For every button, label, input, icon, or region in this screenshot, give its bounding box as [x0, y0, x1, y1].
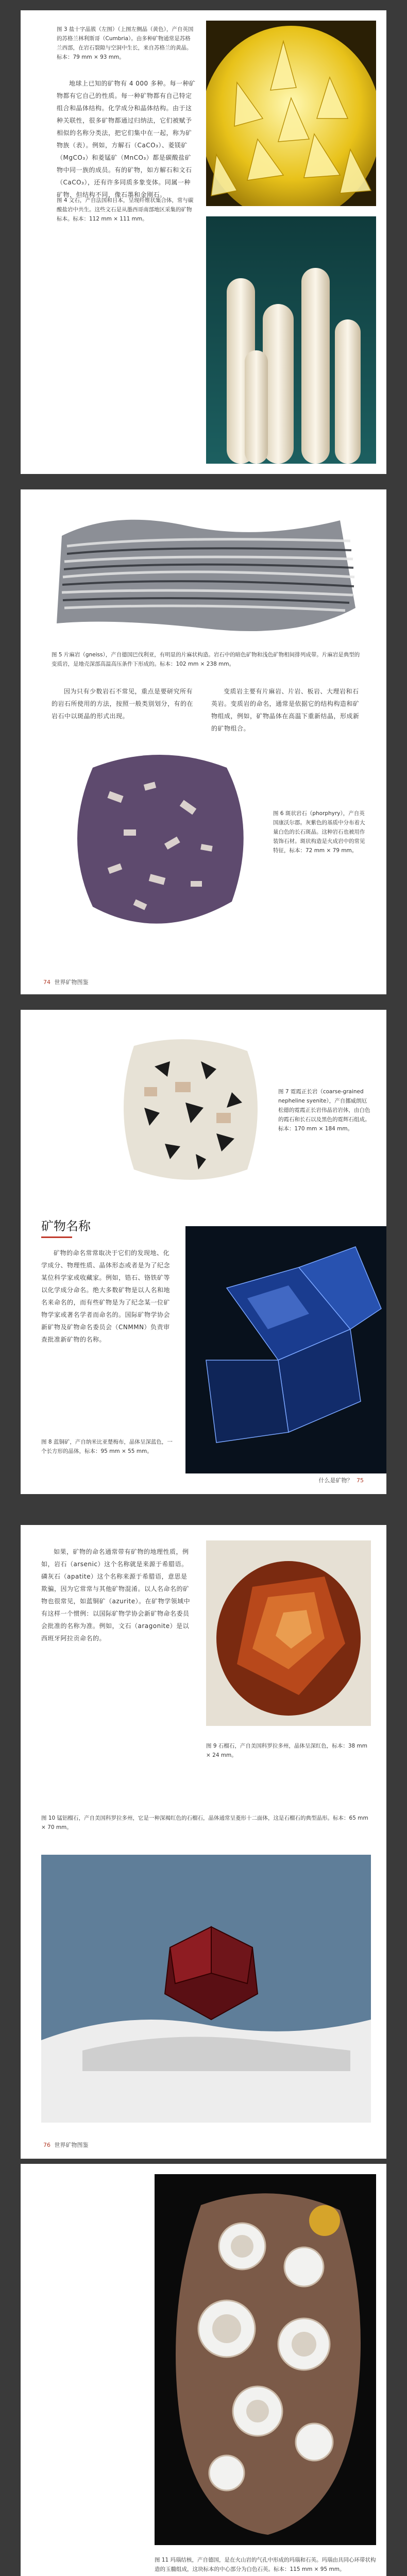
book-page-5: [21, 2164, 386, 2576]
syenite-photo: [113, 1030, 268, 1185]
porphyry-photo: [62, 747, 258, 938]
book-page-2: [21, 489, 386, 994]
figure-caption-porphyry: 图 6 斑状岩石（phorphyry），产自英国康沃尔郡。灰紫色的基质中分布着大量白色的长石斑晶。这种岩石也被用作装饰石材。斑状构造是火成岩中的常见特征，标本：72 mm × 79 mm。: [273, 810, 365, 854]
running-title: 世界矿物图鉴: [54, 979, 89, 986]
garnet-photo: [41, 1855, 371, 2123]
body-paragraph: 如果，矿物的命名通常带有矿物的地理性质，例如，岩石（arsenic）这个名称就是来源于希腊语。磷灰石（apatite）这个名称来源于希腊语，意思是欺骗，因为它常常与其他矿物混淆。以人名命名的矿物也很常见，如蓝铜矿（azurite）。在矿物学领域中有这样一个惯例：以国际矿物学协会新矿物命名委员会批准的名称为准。例如，文石（aragonite）是以西班牙阿拉贡命名的。: [41, 1548, 191, 1642]
body-paragraph: 地球上已知的矿物有 4 000 多种。每一种矿物都有它自己的性质。每一种矿物都有自己特定组合和晶体结构。化学成分和晶体结构。由于这种关联性，很多矿物都通过归纳法，它们被赋予相似的名称分类法，把它们集中在一起，称为矿物族（表）。例如，方解石（CaCO₃）、菱镁矿（MgCO₃）和菱锰矿（MnCO₃）都是碳酸盐矿物中同一族的成员。有的矿物，如方解石和文石（CaCO₃），还有许多同质多象变体。同属一种矿物，但结构不同，像石墨和金刚石。: [57, 80, 196, 198]
body-paragraph-left: 因为只有少数岩石不常见，重点是要研究所有的岩石所使用的方法，按照一般类别划分，有的在岩石中以斑晶的形式出现。: [52, 688, 194, 720]
book-page-4: [21, 1525, 386, 2159]
gneiss-photo: [52, 505, 361, 644]
aragonite-photo: [206, 216, 376, 464]
calcite-crystal-photo: [206, 21, 376, 206]
page-folio: [41, 978, 89, 986]
page-number: 75: [357, 1477, 364, 1484]
running-title: 世界矿物图鉴: [54, 2142, 89, 2148]
azurite-photo: [185, 1226, 386, 1473]
book-page-3: [21, 1010, 386, 1494]
figure-caption-calcite: 图 3 盐十字晶簇（左图）（上图左侧晶（黄色），产自英国的苏格兰林利斯哥（Cumbria）。由多种矿物通常是苏格兰西部，在岩石裂隙与空洞中生长，来自苏格兰的黄晶。标本：79 mm × 93 mm。: [57, 26, 194, 60]
figure-caption-garnet: 图 10 锰铝榴石，产自美国科罗拉多州，它是一种深褐红色的石榴石，晶体通常呈菱形十二面体，这是石榴石的典型晶形。标本：65 mm × 70 mm。: [41, 1815, 368, 1831]
book-page-1: [21, 10, 386, 474]
figure-caption-aragonite: 图 4 文石，产自法国和日本，呈现纤维状集合体，常与碳酸盐岩中共生。这些文石是从墨西哥南部地区采集的矿物标本。标本：112 mm × 111 mm。: [57, 197, 194, 222]
agate-nodule-photo: [155, 2174, 376, 2545]
page-number: 76: [43, 2142, 50, 2148]
figure-caption-agate: 图 11 玛瑙结核，产自德国，是在火山岩的气孔中形成的玛瑙和石英。玛瑙由具同心环带状构造的玉髓组成，这块标本的中心部分为白色石英。标本：115 mm × 95 mm。: [155, 2557, 376, 2572]
heading-rule: [41, 1236, 72, 1238]
running-title: 什么是矿物？: [318, 1477, 353, 1484]
body-paragraph: 矿物的命名常常取决于它们的发现地、化学成分、物理性质、晶体形态或者是为了纪念某位科学家或收藏家。例如，锆石、铬铁矿等以化学成分命名。绝大多数矿物是以人名和地名来命名的，而有些矿物是为了纪念某一位矿物学家或著名学者而命名的。国际矿物学协会新矿物及矿物命名委员会（CNMMN）负责审查批准新矿物的名称。: [41, 1249, 171, 1343]
figure-caption-gneiss: 图 5 片麻岩（gneiss），产自德国巴伐利亚，有明显的片麻状构造。岩石中的暗色矿物和浅色矿物相间排列成带。片麻岩是典型的变质岩，是地壳深部高温高压条件下形成的。标本：102 mm × 238 mm。: [52, 652, 360, 667]
page-number: 74: [43, 979, 50, 986]
figure-caption-syenite: 图 7 霓霞正长岩（coarse-grained nepheline syenite），产自挪威朗厄松德的霓霞正长岩伟晶岩岩体，由白色的霞石和长石以及黑色的霓辉石组成。标本：170 mm × 184 mm。: [278, 1089, 370, 1132]
figure-caption-wulfenite: 图 9 石榴石，产自美国科罗拉多州，晶体呈深红色，标本：38 mm × 24 mm。: [206, 1743, 368, 1758]
section-heading: 矿物名称: [41, 1219, 91, 1233]
body-paragraph-right: 变质岩主要有片麻岩、片岩、板岩、大理岩和石英岩。变质岩的命名，通常是依据它的结构构造和矿物组成，例如，矿物晶体在高温下重新结晶，形成新的矿物组合。: [211, 688, 360, 732]
page-folio: [41, 2141, 89, 2149]
figure-caption-azurite: 图 8 蓝铜矿，产自纳米比亚楚梅布，晶体呈深蓝色，一个长方形的晶体，标本：95 mm × 55 mm。: [41, 1439, 173, 1454]
wulfenite-photo: [206, 1540, 371, 1726]
page-folio: [319, 1476, 366, 1484]
